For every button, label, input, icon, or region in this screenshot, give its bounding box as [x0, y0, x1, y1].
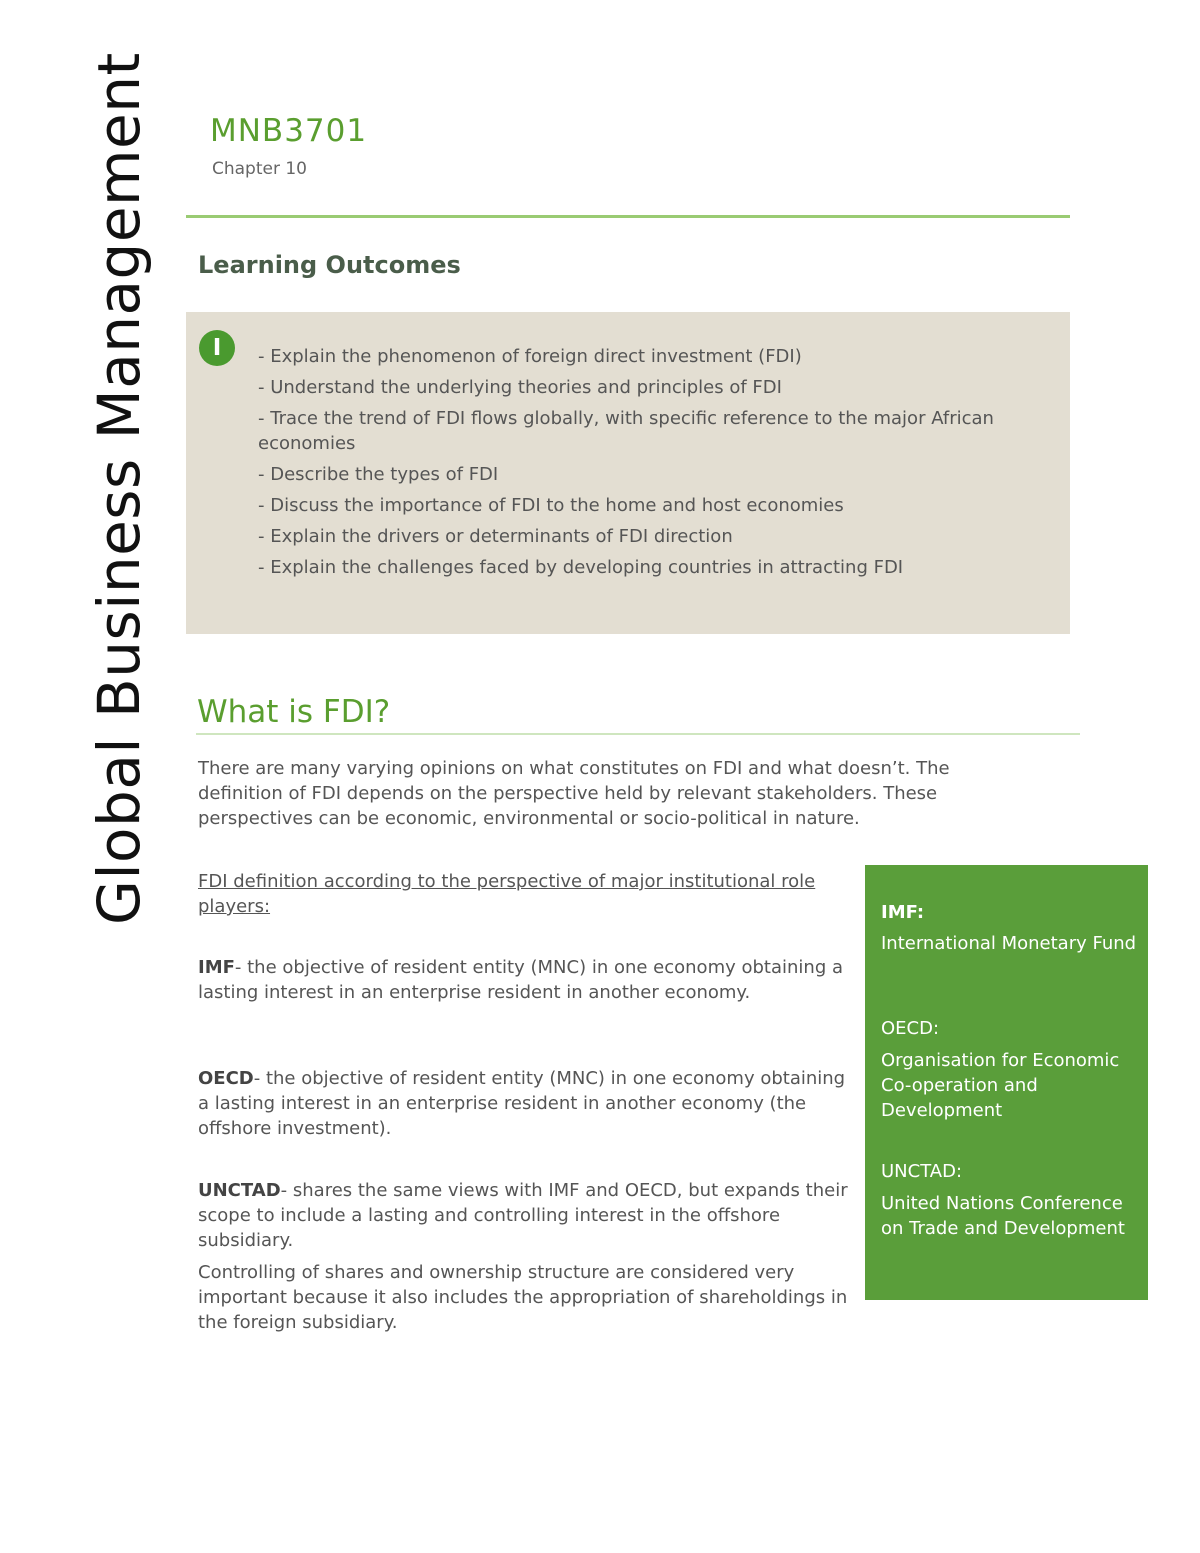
- closing-paragraph: Controlling of shares and ownership structure are considered very important because it also includes the appropriation of shareholdings in the foreign subsidiary.: [198, 1262, 848, 1333]
- definitions-heading: FDI definition according to the perspective of major institutional role players:: [198, 871, 816, 917]
- imf-text: - the objective of resident entity (MNC) in one economy obtaining a lasting interest in an enterprise resident in another economy.: [198, 957, 844, 1003]
- sidebar-oecd-term: OECD:: [881, 1018, 940, 1039]
- section-heading-what-is-fdi: What is FDI?: [197, 694, 391, 730]
- sidebar-unctad-term: UNCTAD:: [881, 1161, 963, 1182]
- unctad-term: UNCTAD: [198, 1180, 281, 1201]
- intro-paragraph: There are many varying opinions on what constitutes on FDI and what doesn’t. The definition of FDI depends on the perspective held by relevant stakeholders. These perspectives can be economic, environmental or socio-political in nature.: [198, 758, 950, 829]
- sidebar-unctad-def: United Nations Conference on Trade and Development: [881, 1193, 1125, 1239]
- unctad-text: - shares the same views with IMF and OECD, but expands their scope to include a lasting and controlling interest in the offshore subsidiary.: [198, 1180, 848, 1251]
- unctad-definition: [198, 1178, 848, 1253]
- list-item: - Explain the phenomenon of foreign direct investment (FDI): [258, 346, 802, 367]
- list-item: - Understand the underlying theories and principles of FDI: [258, 377, 782, 398]
- header-divider: [186, 215, 1070, 218]
- oecd-definition: [198, 1066, 848, 1141]
- chapter-label: Chapter 10: [212, 159, 308, 179]
- imf-term: IMF: [198, 957, 235, 978]
- sidebar-imf-def: International Monetary Fund: [881, 933, 1137, 954]
- oecd-text: - the objective of resident entity (MNC) in one economy obtaining a lasting interest in an enterprise resident in another economy (the offshore investment).: [198, 1068, 846, 1139]
- acronym-sidebar: [865, 865, 1148, 1300]
- sidebar-imf-term: IMF:: [881, 902, 925, 923]
- course-code: MNB3701: [210, 113, 368, 149]
- list-item: - Discuss the importance of FDI to the home and host economies: [258, 495, 844, 516]
- learning-outcomes-list: [258, 344, 1048, 586]
- list-item: - Describe the types of FDI: [258, 464, 499, 485]
- list-item: - Explain the drivers or determinants of FDI direction: [258, 526, 733, 547]
- list-item: - Trace the trend of FDI flows globally, with specific reference to the major African economies: [258, 408, 994, 454]
- info-icon: I: [199, 330, 235, 366]
- imf-definition: [198, 955, 848, 1005]
- section-divider: [196, 733, 1080, 735]
- oecd-term: OECD: [198, 1068, 254, 1089]
- side-title: Global Business Management: [85, 52, 153, 925]
- sidebar-oecd-def: Organisation for Economic Co-operation and Development: [881, 1050, 1120, 1121]
- learning-outcomes-heading: Learning Outcomes: [198, 251, 461, 279]
- list-item: - Explain the challenges faced by developing countries in attracting FDI: [258, 557, 904, 578]
